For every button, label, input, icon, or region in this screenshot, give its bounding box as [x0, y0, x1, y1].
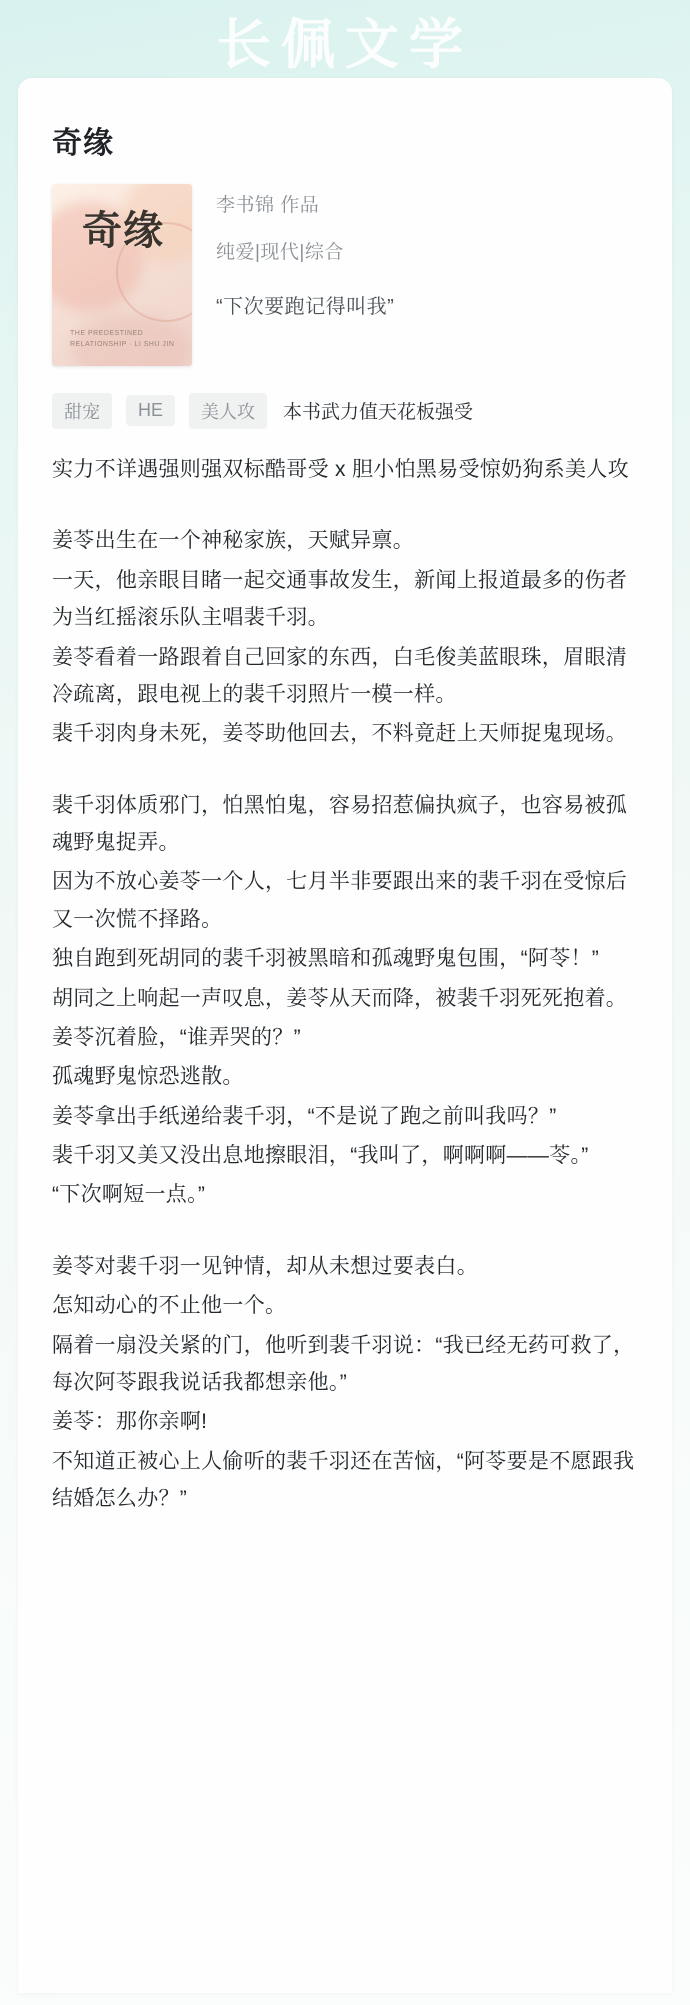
- book-detail-card: [18, 78, 672, 1993]
- synopsis-paragraph: “下次啊短一点。”: [52, 1183, 206, 1207]
- category-line[interactable]: 纯爱|现代|综合: [216, 242, 344, 263]
- book-meta: [216, 184, 638, 319]
- synopsis-paragraph: 独自跑到死胡同的裴千羽被黑暗和孤魂野鬼包围，“阿苓！”: [52, 947, 600, 971]
- tag-item-highlight[interactable]: 本书武力值天花板强受: [283, 402, 474, 423]
- tag-item[interactable]: HE: [126, 395, 175, 426]
- book-tagline: “下次要跑记得叫我”: [216, 296, 395, 318]
- book-cover-image[interactable]: [52, 184, 192, 366]
- synopsis-paragraph: 姜苓对裴千羽一见钟情，却从未想过要表白。: [52, 1254, 478, 1278]
- synopsis-paragraph: 裴千羽又美又没出息地擦眼泪，“我叫了，啊啊啊——苓。”: [52, 1144, 589, 1167]
- synopsis-paragraph: 一天，他亲眼目睹一起交通事故发生，新闻上报道最多的伤者为当红摇滚乐队主唱裴千羽。: [52, 568, 628, 630]
- intro-line: 实力不详遇强则强双标酷哥受 x 胆小怕黑易受惊奶狗系美人攻: [52, 458, 629, 481]
- synopsis-paragraph: 因为不放心姜苓一个人，七月半非要跟出来的裴千羽在受惊后又一次慌不择路。: [52, 870, 628, 931]
- page-title: 奇缘: [52, 127, 114, 160]
- synopsis-paragraph: 姜苓看着一路跟着自己回家的东西，白毛俊美蓝眼珠，眉眼清冷疏离，跟电视上的裴千羽照片一模一样。: [52, 645, 628, 706]
- cover-subtitle-text: THE PREDESTINED RELATIONSHIP · LI SHU JIN: [70, 330, 175, 348]
- synopsis-paragraph: 裴千羽肉身未死，姜苓助他回去，不料竟赶上天师捉鬼现场。: [52, 722, 628, 746]
- synopsis-paragraph: 姜苓出生在一个神秘家族，天赋异禀。: [52, 529, 415, 553]
- synopsis-paragraph: 姜苓：那你亲啊!: [52, 1410, 208, 1434]
- synopsis-paragraph: 裴千羽体质邪门，怕黑怕鬼，容易招惹偏执疯子，也容易被孤魂野鬼捉弄。: [52, 793, 628, 854]
- synopsis-paragraph: 不知道正被心上人偷听的裴千羽还在苦恼，“阿苓要是不愿跟我结婚怎么办？”: [52, 1449, 635, 1510]
- tag-list: [52, 392, 638, 429]
- synopsis-paragraph: 胡同之上响起一声叹息，姜苓从天而降，被裴千羽死死抱着。: [52, 986, 628, 1010]
- author-line[interactable]: 李书锦 作品: [216, 195, 320, 216]
- book-header: [52, 184, 638, 366]
- synopsis-paragraph: 隔着一扇没关紧的门，他听到裴千羽说：“我已经无药可救了，每次阿苓跟我说话我都想亲他。”: [52, 1333, 635, 1394]
- tag-item[interactable]: 甜宠: [52, 393, 112, 429]
- synopsis-paragraph: 怎知动心的不止他一个。: [52, 1294, 287, 1318]
- book-description: [52, 451, 638, 1517]
- synopsis-paragraph: 姜苓拿出手纸递给裴千羽，“不是说了跑之前叫我吗？”: [52, 1104, 557, 1128]
- synopsis-paragraph: 孤魂野鬼惊恐逃散。: [52, 1065, 244, 1089]
- tag-item[interactable]: 美人攻: [189, 393, 267, 429]
- synopsis-paragraph: 姜苓沉着脸，“谁弄哭的？”: [52, 1025, 301, 1049]
- site-watermark: 长佩文学: [217, 13, 473, 76]
- cover-title-text: 奇缘: [82, 207, 164, 254]
